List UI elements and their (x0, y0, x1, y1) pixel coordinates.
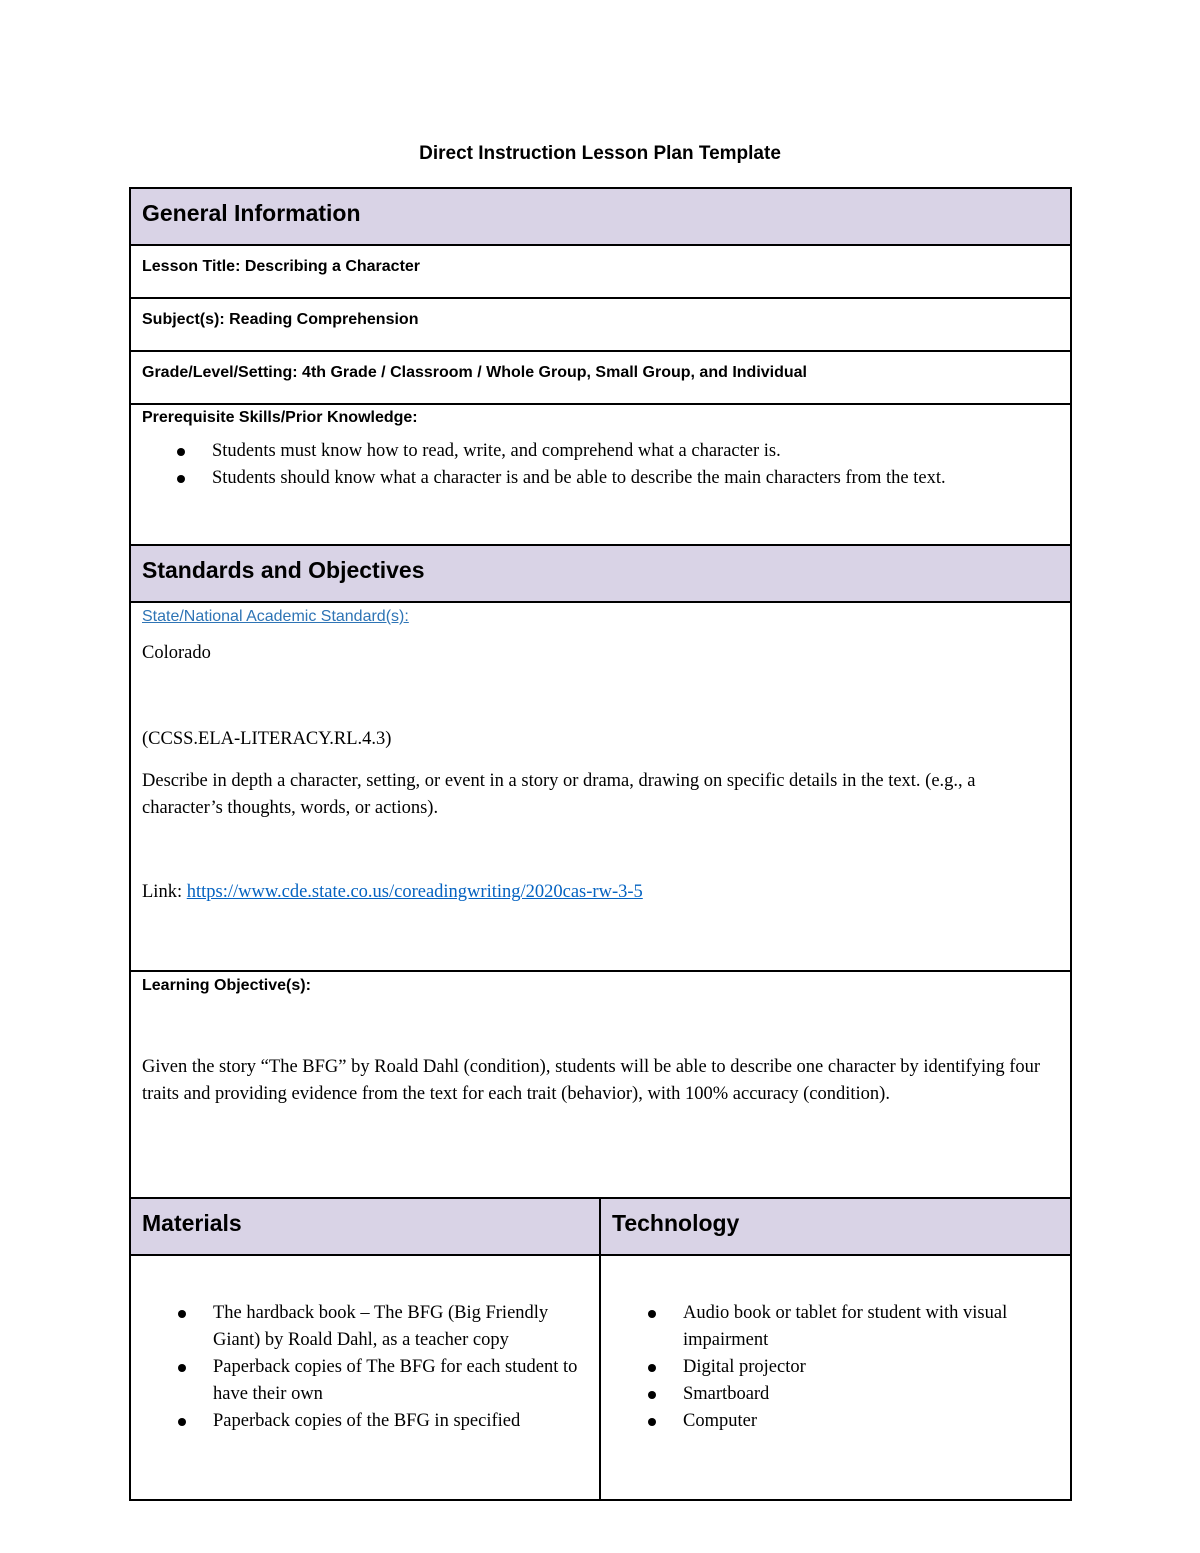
list-item: Audio book or tablet for student with visual impairment (683, 1300, 1059, 1354)
grade-level-setting: Grade/Level/Setting: 4th Grade / Classroom / Whole Group, Small Group, and Individual (130, 351, 1071, 404)
standard-link[interactable]: State/National Academic Standard(s): (142, 608, 409, 625)
list-item: Computer (683, 1408, 1059, 1435)
lesson-plan-table (129, 187, 1072, 1501)
prerequisite-label: Prerequisite Skills/Prior Knowledge: (142, 409, 418, 426)
list-item: Digital projector (683, 1354, 1059, 1381)
learning-objectives-section (130, 971, 1071, 1198)
list-item: Students must know how to read, write, and comprehend what a character is. (212, 438, 1029, 465)
learning-objective-label: Learning Objective(s): (142, 977, 311, 994)
technology-cell (600, 1255, 1071, 1500)
list-item: The hardback book – The BFG (Big Friendly Giant) by Roald Dahl, as a teacher copy (213, 1300, 588, 1354)
list-item: Students should know what a character is and be able to describe the main characters from the text. (212, 465, 1029, 492)
materials-list (142, 1300, 588, 1435)
standards-section (130, 602, 1071, 971)
standard-url-link[interactable]: https://www.cde.state.co.us/coreadingwriting/2020cas-rw-3-5 (186, 882, 643, 902)
standards-objectives-header: Standards and Objectives (130, 545, 1071, 602)
link-prefix: Link: (142, 882, 187, 902)
materials-header: Materials (130, 1198, 600, 1255)
subjects: Subject(s): Reading Comprehension (130, 298, 1071, 351)
technology-list (612, 1300, 1059, 1435)
general-information-header: General Information (130, 188, 1071, 245)
prerequisite-section (130, 404, 1071, 545)
learning-objective-text: Given the story “The BFG” by Roald Dahl (condition), students will be able to describe one character by identifying four traits and providing evidence from the text for each trait (behavior), with 100% accuracy (condition). (142, 1057, 1041, 1104)
standard-link-line (142, 879, 1059, 906)
list-item: Paperback copies of the BFG in specified (213, 1408, 588, 1435)
lesson-title: Lesson Title: Describing a Character (130, 245, 1071, 298)
list-item: Paperback copies of The BFG for each student to have their own (213, 1354, 588, 1408)
standard-description: Describe in depth a character, setting, or event in a story or drama, drawing on specific details in the text. (e.g., a character’s thoughts, words, or actions). (142, 771, 976, 818)
technology-header: Technology (600, 1198, 1071, 1255)
prerequisite-list (142, 438, 1059, 492)
list-item: Smartboard (683, 1381, 1059, 1408)
materials-cell (130, 1255, 600, 1500)
state-name: Colorado (142, 643, 211, 663)
standard-code: (CCSS.ELA-LITERACY.RL.4.3) (142, 729, 392, 749)
page-title: Direct Instruction Lesson Plan Template (419, 143, 781, 164)
